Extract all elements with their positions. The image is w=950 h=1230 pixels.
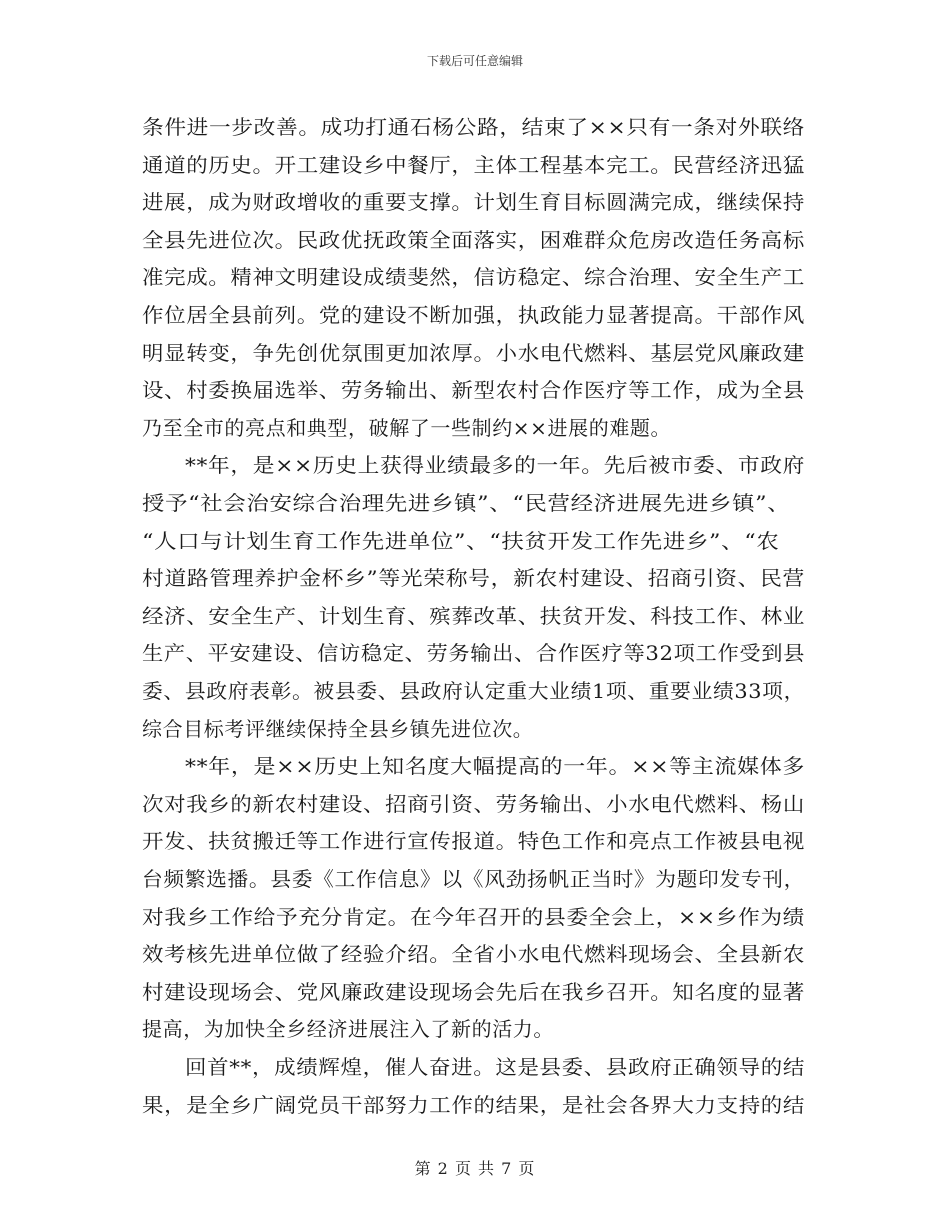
text-line: 全县先进位次。民政优抚政策全面落实，困难群众危房改造任务高标	[142, 227, 805, 252]
text-line: 回首**，成绩辉煌，催人奋进。这是县委、县政府正确领导的结	[185, 1055, 805, 1079]
text-line: 村建设现场会、党风廉政建设现场会先后在我乡召开。知名度的显著	[142, 979, 805, 1004]
text-line: 进展，成为财政增收的重要支撑。计划生育目标圆满完成，继续保持	[142, 190, 805, 215]
text-line: 对我乡工作给予充分肯定。在今年召开的县委全会上，××乡作为绩	[142, 904, 805, 929]
text-line: 作位居全县前列。党的建设不断加强，执政能力显著提高。干部作风	[142, 303, 805, 327]
text-line: 委、县政府表彰。被县委、县政府认定重大业绩1项、重要业绩33项，	[142, 679, 805, 703]
text-line: 授予“社会治安综合治理先进乡镇”、“民营经济进展先进乡镇”、	[142, 491, 791, 515]
text-line: 条件进一步改善。成功打通石杨公路，结束了××只有一条对外联络	[142, 115, 805, 139]
page-header: 下载后可任意编辑	[426, 54, 523, 68]
text-line: 通道的历史。开工建设乡中餐厅，主体工程基本完工。民营经济迅猛	[142, 152, 805, 177]
text-line: **年，是××历史上获得业绩最多的一年。先后被市委、市政府	[185, 453, 805, 478]
text-line: **年，是××历史上知名度大幅提高的一年。××等主流媒体多	[185, 754, 805, 779]
text-line: 村道路管理养护金杯乡”等光荣称号，新农村建设、招商引资、民营	[142, 566, 805, 591]
text-line: 生产、平安建设、信访稳定、劳务输出、合作医疗等32项工作受到县	[142, 641, 805, 666]
text-line: 准完成。精神文明建设成绩斐然，信访稳定、综合治理、安全生产工	[142, 265, 805, 290]
text-line: 综合目标考评继续保持全县乡镇先进位次。	[142, 716, 534, 741]
text-line: 明显转变，争先创优氛围更加浓厚。小水电代燃料、基层党风廉政建	[142, 340, 805, 365]
text-line: 设、村委换届选举、劳务输出、新型农村合作医疗等工作，成为全县	[142, 378, 805, 403]
text-line: 开发、扶贫搬迁等工作进行宣传报道。特色工作和亮点工作被县电视	[142, 829, 805, 854]
text-line: 乃至全市的亮点和典型，破解了一些制约××进展的难题。	[142, 415, 672, 440]
text-line: 经济、安全生产、计划生育、殡葬改革、扶贫开发、科技工作、林业	[142, 603, 805, 628]
text-line: 提高，为加快全乡经济进展注入了新的活力。	[142, 1017, 554, 1042]
page-number-footer: 第 2 页 共 7 页	[414, 1159, 536, 1178]
text-line: 果，是全乡广阔党员干部努力工作的结果，是社会各界大力支持的结	[142, 1092, 805, 1117]
text-line: 台频繁选播。县委《工作信息》以《风劲扬帆正当时》为题印发专刊，	[142, 867, 805, 891]
text-line: “人口与计划生育工作先进单位”、“扶贫开发工作先进乡”、“农	[142, 528, 780, 553]
text-line: 效考核先进单位做了经验介绍。全省小水电代燃料现场会、全县新农	[142, 942, 805, 967]
text-line: 次对我乡的新农村建设、招商引资、劳务输出、小水电代燃料、杨山	[142, 791, 805, 816]
